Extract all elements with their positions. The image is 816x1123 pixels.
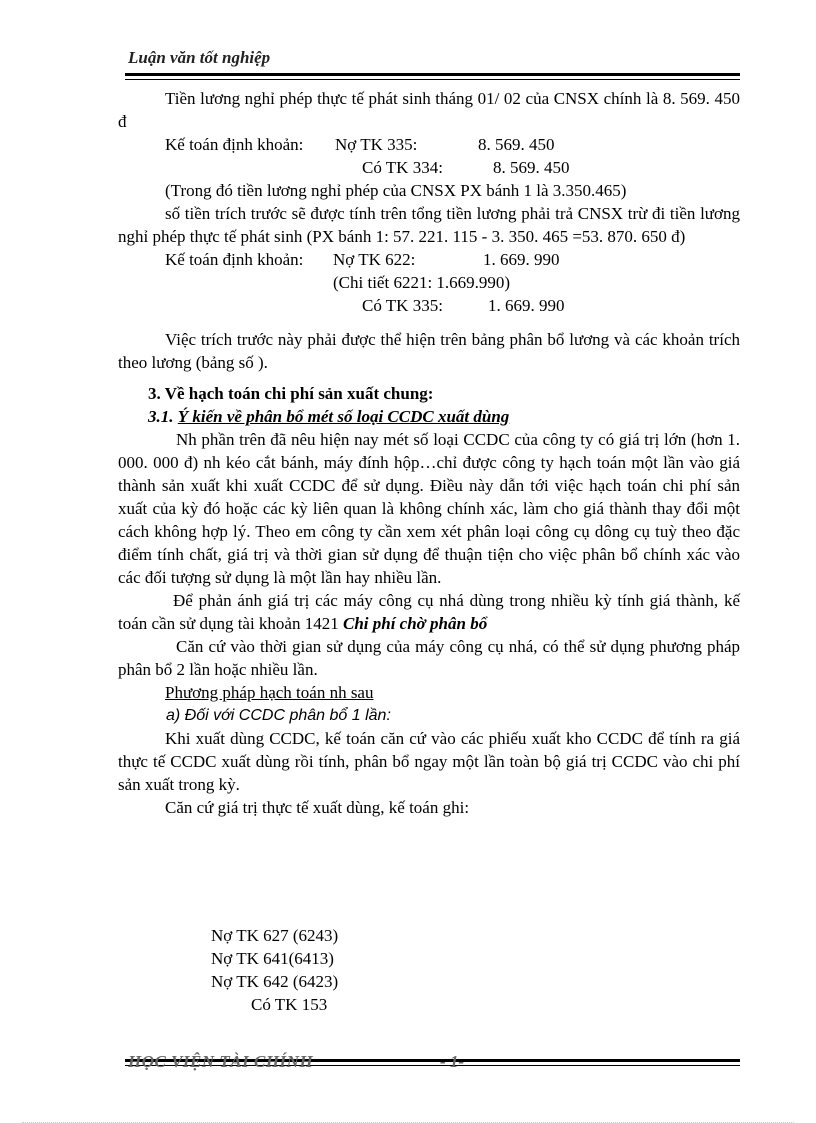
entry-amount: 1. 669. 990 — [483, 250, 560, 269]
entry-label: Kế toán định khoản: — [165, 135, 304, 154]
method-heading: Phương pháp hạch toán nh sau — [165, 683, 374, 702]
entry-debit: Nợ TK 622: — [333, 250, 416, 269]
spacer — [118, 317, 740, 328]
entry-amount: 8. 569. 450 — [493, 158, 570, 177]
paragraph: Khi xuất dùng CCDC, kế toán căn cứ vào các phiếu xuất kho CCDC để tính ra giá thực tế CCDC xuất dùng rồi tính, phân bổ ngay một lần toàn bộ giá trị CCDC vào chi phí sản xuất trong kỳ. — [118, 729, 740, 794]
entry-amount: 8. 569. 450 — [478, 135, 555, 154]
account-entry-block — [211, 924, 338, 1016]
running-header: Luận văn tốt nghiệp — [128, 48, 271, 67]
journal-entry — [118, 156, 740, 179]
account-line-credit: Có TK 153 — [251, 995, 328, 1014]
paragraph-text: Để phản ánh giá trị các máy công cụ nhá dùng trong nhiều kỳ tính giá thành, kế toán cần sử dụng tài khoản 1421 — [118, 591, 740, 633]
account-line: Nợ TK 641(6413) — [211, 949, 334, 968]
journal-entry — [118, 294, 740, 317]
entry-detail: (Chi tiết 6221: 1.669.990) — [333, 273, 511, 292]
journal-entry — [118, 133, 740, 156]
journal-entry — [118, 248, 740, 271]
paragraph: (Trong đó tiền lương nghỉ phép của CNSX PX bánh 1 là 3.350.465) — [165, 181, 627, 200]
entry-amount: 1. 669. 990 — [488, 296, 565, 315]
account-name-emphasis: Chi phí chờ phân bổ — [342, 614, 488, 633]
subsection-number: 3.1. — [148, 407, 174, 426]
subsection-title: Ý kiến về phân bổ mét số loại CCDC xuất dùng — [177, 407, 510, 426]
entry-debit: Nợ TK 335: — [335, 135, 418, 154]
entry-credit: Có TK 335: — [362, 296, 443, 315]
paragraph: Việc trích trước này phải được thể hiện trên bảng phân bổ lương và các khoản trích theo lương (bảng số ). — [118, 330, 740, 372]
header-rule-thin — [125, 79, 740, 80]
section-heading: 3. Về hạch toán chi phí sản xuất chung: — [148, 384, 434, 403]
footer-institution: HỌC VIỆN TÀI CHÍNH — [128, 1052, 314, 1071]
case-heading: a) Đối với CCDC phân bổ 1 lần: — [166, 707, 391, 724]
paragraph: Tiền lương nghỉ phép thực tế phát sinh tháng 01/ 02 của CNSX chính là 8. 569. 450 đ — [118, 89, 740, 131]
entry-label: Kế toán định khoản: — [165, 250, 304, 269]
entry-credit: Có TK 334: — [362, 158, 443, 177]
paragraph — [118, 589, 740, 635]
account-line: Nợ TK 642 (6423) — [211, 972, 339, 991]
paragraph: Căn cứ giá trị thực tế xuất dùng, kế toán ghi: — [165, 798, 470, 817]
paragraph: Căn cứ vào thời gian sử dụng của máy công cụ nhá, có thể sử dụng phương pháp phân bổ 2 lần hoặc nhiều lần. — [118, 637, 740, 679]
journal-entry — [118, 271, 740, 294]
subsection-heading — [148, 405, 740, 428]
document-body — [118, 87, 740, 819]
paragraph: Nh phần trên đã nêu hiện nay mét số loại CCDC của công ty có giá trị lớn (hơn 1. 000. 000 đ) nh kéo cắt bánh, máy đính hộp…chỉ được công ty hạch toán một lần vào giá thành sản xuất khi xuất CCDC để sử dụng. Điều này dẫn tới việc hạch toán chi phí sản xuất của kỳ đó hoặc các kỳ liên quan là không chính xác, làm cho giá thành thay đổi một cách không hợp lý. Theo em công ty cần xem xét phân loại công cụ dông cụ tuỳ theo đặc điểm tính chất, giá trị và thời gian sử dụng để thuận tiện cho việc phân bổ chính xác vào các đối tượng sử dụng là một lần hay nhiều lần. — [118, 430, 740, 587]
header-rule-thick — [125, 73, 740, 76]
account-line: Nợ TK 627 (6243) — [211, 926, 339, 945]
page-number: - 1- — [440, 1052, 465, 1071]
paragraph: số tiền trích trước sẽ được tính trên tổng tiền lương phải trả CNSX trừ đi tiền lương nghỉ phép thực tế phát sinh (PX bánh 1: 57. 221. 115 - 3. 350. 465 =53. 870. 650 đ) — [118, 204, 740, 246]
